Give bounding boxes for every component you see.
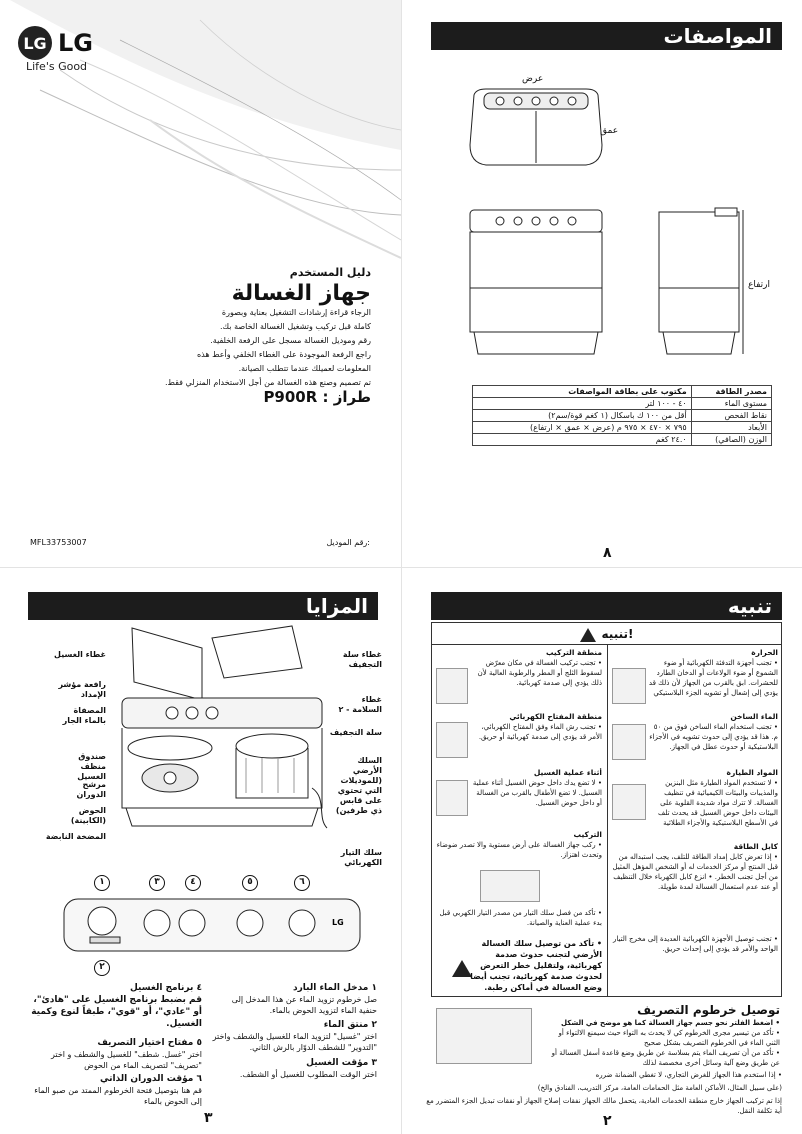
model-number-value: MFL33753007 — [30, 538, 87, 547]
drain-line: • اضغط الفلتر نحو جسم جهاز الغسالة كما هو موضح في الشكل — [561, 1019, 780, 1027]
feature-item — [212, 983, 377, 1016]
feature-item-text: اختر "غسل. شطف" للغسيل والشطف و اختر "تصريف" لتصريف الماء من الحوض — [51, 1050, 202, 1070]
caution-item — [436, 908, 602, 934]
feature-item-text: قم هنا بتوصيل فتحة الخرطوم الممتد من صبو الماء إلى الحوض بالماء — [34, 1086, 202, 1106]
table-row — [473, 398, 772, 410]
footnote: إذا تم تركيب الجهاز خارج منطقة الخدمات العادية، يتحمل مالك الجهاز نفقات إصلاح الجهاز أو نفقات تبديل الجزء المتضرر مع أية تكلفة النقل. — [426, 1097, 782, 1115]
feature-item-number: ٤ — [196, 983, 202, 993]
caution-box-title-text: تنبيه! — [601, 627, 634, 641]
model-value: P900R — [263, 388, 318, 406]
caution-item-heading: منطقة المفتاح الكهربائي — [509, 712, 602, 721]
level-floor-illustration — [480, 870, 540, 902]
feature-label: رافعة مؤشر الإمداد — [58, 680, 106, 699]
panel-number: ٥ — [242, 875, 258, 891]
feature-item-title: مفتاح اختيار التصريف — [97, 1038, 194, 1048]
feature-label: صندوق منظف الغسيل — [77, 752, 106, 781]
spec-key: مستوى الماء — [691, 398, 771, 410]
intro-line: المعلومات لعميلك عندما تتطلب الصيانة. — [238, 364, 371, 373]
feature-label: المضخة النابضة — [45, 832, 106, 841]
panel-number: ١ — [94, 875, 110, 891]
feature-item-number: ٢ — [371, 1020, 377, 1030]
table-row — [473, 422, 772, 434]
specs-page-number: ٨ — [603, 545, 612, 561]
model-number-label: رقم الموديل: — [326, 538, 370, 547]
table-row — [473, 410, 772, 422]
spec-value: ٢٤.٠ كغم — [473, 434, 692, 446]
depth-label: عمق — [600, 126, 619, 136]
caution-item — [648, 648, 778, 708]
caution-item-heading: كابل الطاقة — [733, 842, 778, 851]
volatile-illustration — [612, 784, 646, 820]
feature-label: الحوض (الكابينة) — [70, 806, 106, 825]
caution-item-heading: المواد الطيارة — [726, 768, 778, 777]
caution-item — [470, 648, 602, 708]
washer-front-view — [466, 206, 606, 358]
horizontal-fold-line — [0, 567, 802, 568]
washer-top-view — [466, 85, 606, 170]
feature-label: المصفاة بالماء الجار — [62, 706, 106, 725]
guide-subtitle: دليل المستخدم — [289, 266, 371, 279]
features-header: المزايا — [28, 592, 378, 620]
caution-item-heading: الحرارة — [751, 648, 778, 657]
specs-header: المواصفات — [431, 22, 782, 50]
model-number-line — [30, 538, 370, 547]
features-page-number: ٣ — [204, 1110, 213, 1126]
caution-item — [436, 830, 602, 870]
feature-item-title: برنامج الغسيل — [130, 983, 194, 993]
warning-triangle-icon — [580, 628, 596, 642]
spec-value: ٤٠ - ١٠٠ لتر — [473, 398, 692, 410]
feature-item-title: منتق الماء — [323, 1020, 369, 1030]
caution-item — [470, 712, 602, 764]
washer-side-view — [655, 206, 745, 358]
feature-item-number: ٣ — [371, 1058, 377, 1068]
feature-item — [212, 1058, 377, 1080]
feature-label: غطاء السلامة - ٢ — [338, 695, 382, 714]
feature-label: غطاء سلة التجفيف — [342, 650, 382, 669]
caution-item-heading: الماء الساخن — [730, 712, 778, 721]
caution-item-text: • تجنب تركيب الغسالة في مكان معرّض لسقوط الثلج أو المطر والرطوبة العالية لأن ذلك يؤدي إلى صدمة كهربائية. — [477, 659, 602, 687]
caution-item — [648, 768, 778, 838]
feature-label: غطاء الغسيل — [54, 650, 106, 659]
guide-title: جهاز الغسالة — [231, 281, 371, 306]
model-line — [263, 388, 371, 406]
intro-line: كاملة قبل تركيب وتشغيل الغسالة الخاصة بك. — [220, 322, 371, 331]
spec-key: الوزن (الصافي) — [691, 434, 771, 446]
feature-item — [30, 1038, 202, 1071]
drain-hose-text — [550, 1018, 780, 1068]
electric-warning-icon — [452, 960, 472, 977]
caution-item-text: • ركب جهاز الغسالة على أرض مستوية والا تصدر ضوضاء وتحدث اهتزاز. — [436, 841, 602, 859]
caution-item-heading: منطقة التركيب — [545, 648, 602, 657]
svg-text:LG: LG — [332, 918, 344, 927]
caution-item — [612, 842, 778, 930]
caution-item-text: • تجنب أجهزة التدفئة الكهربائية أو ضوء الشموع أو ضوء الولاعات أو الدخان الطارد للحشرات. ابق بالقرب من الجهاز لأن ذلك قد يؤدي إلى إشعال أو تشويه الجزء البلاستيكي — [648, 659, 778, 697]
feature-item-text: قم بضبط برنامج الغسيل على "هادئ"، أو "عادي"، أو "قوي"، طبقاً لنوع وكمية الغسيل. — [31, 995, 202, 1029]
spec-value: مكتوب على بطاقة المواصفات — [473, 386, 692, 398]
caution-item-text: • تأكد من توصيل سلك الغسالة الأرضي لتجنب حدوث صدمة كهربائية، ولتقليل خطر التعرض لحدوث صدمة كهربائية، تجنب أيضا وضع الغسالة في أماكن رطبة. — [470, 939, 602, 992]
panel-number: ٤ — [185, 875, 201, 891]
intro-line: الرجاء قراءة إرشادات التشغيل بعناية وبصورة — [221, 308, 371, 317]
feature-item-text: اختر الوقت المطلوب للغسيل أو الشطف. — [239, 1070, 377, 1079]
panel-number: ٣ — [149, 875, 165, 891]
spec-table — [472, 385, 772, 446]
intro-line: تم تصميم وصنع هذه الغسالة من أجل الاستخدام المنزلي فقط. — [165, 378, 371, 387]
caution-item — [470, 938, 602, 994]
spec-key: نقاط الفحص — [691, 410, 771, 422]
hand-in-tub-illustration — [436, 780, 468, 816]
caution-header: تنبيه — [431, 592, 782, 620]
feature-item-number: ٦ — [196, 1074, 202, 1084]
footnote: • إذا استخدم هذا الجهاز للغرض التجاري، لا تغطي الضمانة ضرره — [595, 1071, 782, 1079]
control-panel-illustration — [62, 895, 362, 955]
caution-item-heading: التركيب — [573, 830, 602, 839]
cover-panel — [0, 0, 401, 567]
feature-label: مرشح الدوران — [76, 780, 106, 799]
feature-label: سلك التيار الكهربائي — [340, 848, 382, 867]
socket-water-illustration — [436, 722, 468, 758]
spec-key: الأبعاد — [691, 422, 771, 434]
feature-item — [30, 983, 202, 1030]
intro-text — [41, 306, 371, 390]
spec-value: ٧٩٥ × ٤٧٠ × ٩٧٥ م (عرض × عمق × ارتفاع) — [473, 422, 692, 434]
spec-key: مصدر الطاقة — [691, 386, 771, 398]
caution-item — [470, 768, 602, 826]
drain-line: • تأكد من تيسير مجرى الخرطوم كي لا يحدث به التواء حيث سيمنع الالتواء أو الثني الماء في الخرطوم التصريف بشكل صحيح — [558, 1029, 780, 1047]
caution-item-text: • إذا تعرض كابل إمداد الطاقة للتلف، يجب استبداله من قبل المنتج أو مركز الخدمات له أو الشخص المؤهل المثيل من أجل تجنب الخطر. • انزع كابل الكهرباء خلال التنظيف أو عند عدم استعمال الغسالة لمدة طويلة. — [612, 853, 778, 891]
intro-line: رقم وموديل الغسالة مسجل على الرفعة الخلفية. — [210, 336, 371, 345]
panel-number: ٦ — [294, 875, 310, 891]
hot-water-illustration — [612, 724, 646, 760]
tagline: Life's Good — [26, 60, 88, 73]
feature-item-text: صل خرطوم تزويد الماء عن هذا المدخل إلى حنفية الماء لتزويد الحوض بالماء. — [231, 995, 377, 1015]
feature-item-number: ١ — [371, 983, 377, 993]
feature-item-title: مؤقت الغسيل — [306, 1058, 369, 1068]
caution-item-heading: أثناء عملية الغسيل — [533, 768, 602, 777]
caution-page-number: ٢ — [603, 1113, 612, 1129]
caution-item-text: • تأكد من فصل سلك التيار من مصدر التيار الكهربي قبل بدء عملية العناية والصيانة. — [439, 909, 602, 927]
caution-item-text: • لا تضع يدك داخل حوض الغسيل أثناء عملية الغسيل. لا تضع الأطفال بالقرب من الغسالة أو داخل حوض الغسيل. — [472, 779, 602, 807]
washer-illustration — [112, 618, 332, 833]
feature-item-number: ٥ — [196, 1038, 202, 1048]
feature-label: السلك الأرضي (للموديلات التي تحتوي على قابس ذي طرفين) — [335, 756, 382, 815]
feature-item-title: مدخل الماء البارد — [293, 983, 369, 993]
table-row — [473, 386, 772, 398]
candle-illustration — [612, 668, 646, 704]
feature-item — [212, 1020, 377, 1053]
feature-label: سلة التجفيف — [329, 728, 382, 737]
caution-item-text: • تجنب توصيل الأجهزة الكهربائية العديدة إلى مخرج التيار الواحد والأمر قد يؤدي إلى إحداث حريق. — [612, 935, 778, 953]
feature-item-text: اختر "غسيل" لتزويد الماء للغسيل والشطف واختر "التدوير" للشطف الدوّار بالرش الثاني. — [212, 1032, 377, 1052]
drain-hose-illustration — [436, 1008, 532, 1064]
drain-line: • تأكد من أن تصريف الماء يتم بسلاسة عن طريق وضع قاعدة أسفل الغسالة أو عن طريق وضع آلية وسائل أخرى مخصصة لذلك — [551, 1049, 780, 1067]
feature-item — [30, 1074, 202, 1107]
caution-item-text: • لا تستخدم المواد الطيارة مثل البنزين والمذيبات والبيئات الكيميائية في تنظيف الغسالة. لا تترك مواد شديدة القلوية على البيئات داخل حوض الغسيل قد يحدث تلف في الأسطح البلاستيكية والأجزاء الطلائية — [658, 779, 778, 827]
table-row — [473, 434, 772, 446]
feature-item-title: مؤقت الدوران الذاتي — [100, 1074, 194, 1084]
lg-logo-icon: LG — [18, 26, 52, 60]
brand-name: LG — [58, 29, 93, 57]
footnote: (على سبيل المثال، الأماكن العامة مثل الحمامات العامة، مركز التدريب، الفنادق والخ) — [537, 1084, 782, 1092]
spec-value: أقل من ١٠٠ ك باسكال (١ كغم قوة/سم٢) — [473, 410, 692, 422]
intro-line: راجع الرفعة الموجودة على الغطاء الخلفي وأعط هذه — [196, 350, 371, 359]
model-label: طراز : — [322, 388, 371, 406]
lg-logo — [18, 26, 93, 60]
caution-item-text: • تجنب استخدام الماء الساخن فوق من ٥٠ م. هذا قد يؤدي إلى حدوث تشويه في الأجزاء البلاستيكية أو حدوث عطل في الجهاز. — [649, 723, 778, 751]
rain-illustration — [436, 668, 468, 704]
caution-item — [612, 934, 778, 994]
panel-number: ٢ — [94, 960, 110, 976]
caution-box-title — [432, 623, 781, 645]
width-label: عرض — [522, 74, 544, 84]
drain-hose-title: توصيل خرطوم التصريف — [637, 1003, 780, 1017]
caution-item-text: • تجنب رش الماء وفق المفتاح الكهربائي، الأمر قد يؤدي إلى صدمة كهربائية أو حريق. — [478, 723, 602, 741]
caution-item — [648, 712, 778, 764]
height-label: ارتفاع — [748, 280, 771, 290]
